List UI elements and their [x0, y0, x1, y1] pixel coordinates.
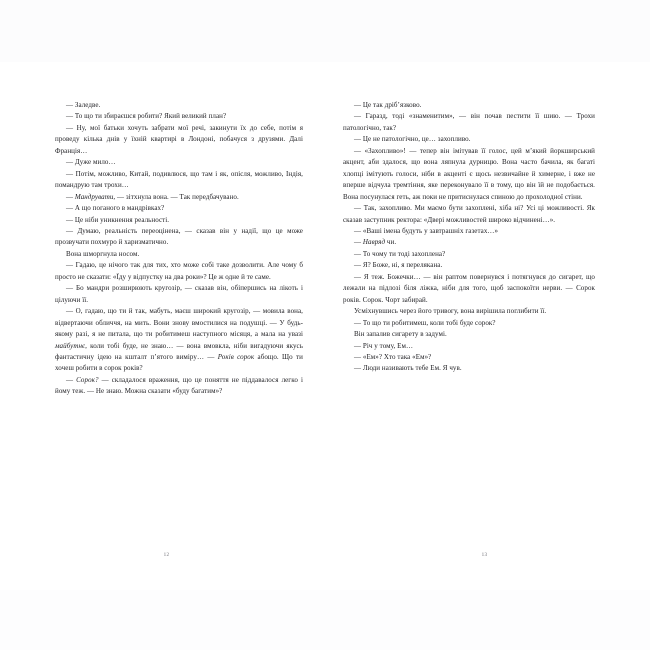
paragraph: — Гаразд, тоді «знаменитим», — він почав пестити її шию. — Трохи патологічно, так? [343, 112, 595, 132]
page-right [325, 0, 650, 650]
paragraph: — Гадаю, це нічого так для тих, хто може собі таке дозволити. Але чому б просто не сказати: «Їду у відпустку на два роки»? Це ж одне й те саме. [55, 261, 303, 281]
paragraph: — Заледве. [66, 101, 101, 109]
italic-run: Навряд [362, 238, 386, 247]
page-number-left: 12 [163, 552, 170, 558]
roman-run: — [354, 238, 363, 247]
paragraph: — Люди називають тебе Ем. Я чув. [354, 364, 462, 373]
italic-run: Мандрувати, [74, 192, 116, 201]
paragraph: — А що поганого в мандрівках? [66, 204, 165, 213]
paragraph: — То що ти робитимеш, коли тобі буде сорок? [354, 318, 496, 327]
roman-run: — зітхнула вона. — Так передбачувано. [115, 192, 239, 201]
paragraph: — Потім, можливо, Китай, подивлюся, що там і як, опісля, можливо, Індія, помандрую там трохи… [55, 169, 303, 190]
paragraph [55, 375, 303, 398]
page-left-text-block [55, 100, 303, 530]
page-number-right: 13 [481, 552, 488, 558]
paragraph [55, 192, 303, 203]
paragraph: — Це ніби уникнення реальності. [66, 215, 170, 224]
paragraph: — Так, захопливо. Ми маємо бути захоплені, хіба ні? Усі ці можливості. Як сказав заступник ректора: «Двері можливостей широко відчинені…». [343, 204, 595, 224]
paragraph: — Це не патологічно, це… захопливо. [354, 135, 471, 144]
paragraph: — То що ти збираєшся робити? Який великий план? [66, 112, 227, 121]
paragraph: — Річ у тому, Ем… [354, 341, 414, 350]
roman-run: — О, гадаю, що ти й так, мабуть, маєш широкий кругозір, — мовила вона, відвертаючи обличчя, на мить. Вони знову вмостилися на подушці. — У будь-якому разі, я не питала, що ти робитимеш наступного місяця, а мала на увазі [55, 307, 303, 339]
roman-run: — [66, 375, 77, 384]
paragraph: — Думаю, реальність переоцінена, — сказав він у надії, що це може прозвучати похмуро й харизматично. [55, 226, 303, 247]
paragraph: Він запалив сигарету в задумі. [354, 330, 447, 339]
paragraph: Усміхнувшись через його тривогу, вона вирішила поглибити її. [354, 307, 547, 316]
paragraph: — Я? Боже, ні, я перелякана. [354, 261, 443, 270]
page-right-text-block [343, 100, 595, 530]
dash-lead: — [66, 192, 75, 201]
italic-run: майбутнє [55, 341, 86, 350]
roman-run: абощо. Що ти хочеш робити в сорок років? [55, 352, 303, 373]
paragraph: Вона шморгнула носом. [66, 249, 140, 258]
paragraph: — Це так дріб’язково. [354, 101, 422, 109]
paragraph: — «Ем»? Хто така «Ем»? [354, 352, 432, 361]
paragraph: — Бо мандри розширюють кругозір, — сказав він, обіпершись на лікоть і цілуючи її. [55, 284, 303, 304]
paragraph [55, 306, 303, 375]
roman-run: , коли тобі буде, не знаю… — вона вмовкла, ніби вигадуючи якусь фантастичну ідею на кшталт п’ятого виміру… — [55, 341, 303, 361]
paragraph: — Я теж. Божечки… — він раптом повернувся і потягнувся до сигарет, що лежали на підлозі біля ліжка, ніби для того, щоб заспокоїти нерви. — Сорок років. Сорок. Чорт забирай. [343, 272, 595, 304]
paragraph: — «Ваші імена будуть у завтрашніх газетах…» [354, 226, 499, 235]
roman-run: — складалося враження, що це поняття не піддавалося легко і йому теж. — Не знаю. Можна сказати «буду багатим»? [55, 375, 304, 396]
paragraph: — То чому ти тоді захоплена? [354, 249, 446, 258]
paragraph: — Ну, мої батьки хочуть забрати мої речі, закинути їх до себе, потім я проведу кілька днів у їхній квартирі в Лондоні, побачуся з друзями. Далі Франція… [55, 123, 303, 155]
paragraph: — Дуже мило… [66, 158, 116, 167]
italic-run: Років сорок [217, 352, 255, 361]
paragraph [343, 237, 595, 248]
italic-run: Сорок? [76, 375, 99, 384]
paragraph: — «Захопливо»! — тепер він імітував її голос, цей м’який йоркширський акцент, аби здалося, що вона ляпнула дурницю. Вона часто бачила, як багаті хлопці імітують голоси, ніби в акценті є щось незвичайне й химерне, і вже не вперше відчула тремтіння, яке переконувало її в тому, що він їй не подобається. Вона посунулася геть, аж поки не притиснулася спиною до прохолодної стіни. [343, 146, 595, 201]
roman-run: чи. [385, 238, 397, 247]
